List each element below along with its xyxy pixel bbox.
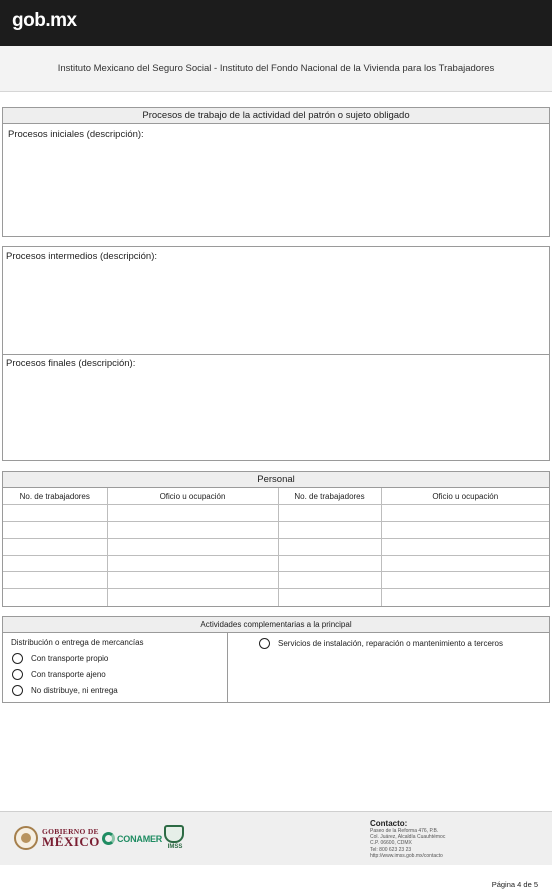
table-cell[interactable]	[278, 505, 381, 522]
option-label: Con transporte propio	[31, 654, 109, 663]
table-row	[3, 589, 549, 606]
imss-logo	[164, 825, 186, 853]
option-label: No distribuye, ni entrega	[31, 686, 118, 695]
conamer-logo	[102, 832, 162, 845]
table-cell[interactable]	[3, 505, 107, 522]
table-cell[interactable]	[381, 538, 549, 555]
gobierno-logo-line1: GOBIERNO DE	[42, 826, 99, 836]
imss-text: IMSS	[167, 844, 183, 850]
procesos-intermedios-finales-section	[2, 246, 550, 461]
table-cell[interactable]	[278, 589, 381, 606]
contact-link[interactable]: http://www.imss.gob.mx/contacto	[370, 852, 443, 859]
table-row	[3, 505, 549, 522]
contact-line: Tel: 800 623 23 23	[370, 846, 412, 853]
table-row	[3, 538, 549, 555]
table-cell[interactable]	[3, 572, 107, 589]
table-row	[3, 572, 549, 589]
procesos-intermedios-label: Procesos intermedios (descripción):	[6, 251, 158, 262]
option-label: Servicios de instalación, reparación o mantenimiento a terceros	[278, 639, 504, 648]
option-label: Con transporte ajeno	[31, 670, 106, 679]
procesos-finales-label: Procesos finales (descripción):	[6, 358, 136, 369]
table-cell[interactable]	[381, 589, 549, 606]
table-cell[interactable]	[107, 555, 278, 572]
footer	[0, 811, 552, 865]
contact-block	[370, 819, 548, 859]
actividades-section	[2, 616, 550, 703]
institution-name: Instituto Mexicano del Seguro Social - Instituto del Fondo Nacional de la Vivienda para los Trabajadores	[57, 63, 495, 74]
column-header: No. de trabajadores	[278, 488, 381, 505]
table-cell[interactable]	[3, 522, 107, 539]
column-header: Oficio u ocupación	[381, 488, 549, 505]
contact-line: Paseo de la Reforma 476, P.B.	[370, 828, 439, 834]
column-divider	[227, 633, 228, 702]
option-servicios[interactable]	[259, 638, 503, 649]
gobierno-logo-line2: MÉXICO	[42, 834, 100, 850]
table-row	[3, 522, 549, 539]
table-row	[3, 555, 549, 572]
table-cell[interactable]	[381, 522, 549, 539]
table-cell[interactable]	[381, 505, 549, 522]
conamer-mark-icon	[102, 832, 115, 845]
actividades-title: Actividades complementarias a la principal	[3, 617, 549, 633]
table-cell[interactable]	[107, 572, 278, 589]
table-cell[interactable]	[278, 572, 381, 589]
gobierno-de-mexico-logo	[14, 826, 100, 850]
conamer-text: CONAMER	[117, 833, 163, 844]
table-cell[interactable]	[3, 538, 107, 555]
procesos-section-title: Procesos de trabajo de la actividad del patrón o sujeto obligado	[3, 108, 549, 124]
table-cell[interactable]	[278, 522, 381, 539]
procesos-iniciales-section	[2, 107, 550, 237]
contact-line: Col. Juárez, Alcaldía Cuauhtémoc	[370, 834, 446, 841]
radio-button[interactable]	[12, 669, 23, 680]
table-cell[interactable]	[3, 555, 107, 572]
contact-line: C.P. 06600, CDMX	[370, 840, 412, 847]
table-cell[interactable]	[3, 589, 107, 606]
table-cell[interactable]	[107, 589, 278, 606]
table-cell[interactable]	[278, 538, 381, 555]
imss-shield-icon	[164, 825, 184, 843]
personal-section	[2, 471, 550, 607]
table-cell[interactable]	[107, 522, 278, 539]
personal-title: Personal	[3, 472, 549, 488]
national-seal-icon	[14, 826, 38, 850]
section-divider	[3, 354, 549, 355]
column-header: No. de trabajadores	[3, 488, 107, 505]
table-cell[interactable]	[278, 555, 381, 572]
column-header: Oficio u ocupación	[107, 488, 278, 505]
distribucion-label: Distribución o entrega de mercancías	[11, 638, 144, 647]
radio-button[interactable]	[259, 638, 270, 649]
contact-title: Contacto:	[370, 819, 408, 828]
table-cell[interactable]	[107, 505, 278, 522]
option-transporte-ajeno[interactable]	[12, 669, 106, 680]
option-no-distribuye[interactable]	[12, 685, 118, 696]
table-cell[interactable]	[381, 555, 549, 572]
option-transporte-propio[interactable]	[12, 653, 108, 664]
table-cell[interactable]	[381, 572, 549, 589]
personal-table	[3, 488, 549, 606]
procesos-iniciales-label: Procesos iniciales (descripción):	[8, 129, 144, 140]
radio-button[interactable]	[12, 685, 23, 696]
table-cell[interactable]	[107, 538, 278, 555]
top-bar	[0, 0, 552, 46]
gobmx-logo[interactable]: gob.mx	[12, 10, 77, 31]
table-header-row	[3, 488, 549, 505]
radio-button[interactable]	[12, 653, 23, 664]
page-indicator: Página 4 de 5	[491, 880, 538, 889]
institution-banner	[0, 46, 552, 92]
